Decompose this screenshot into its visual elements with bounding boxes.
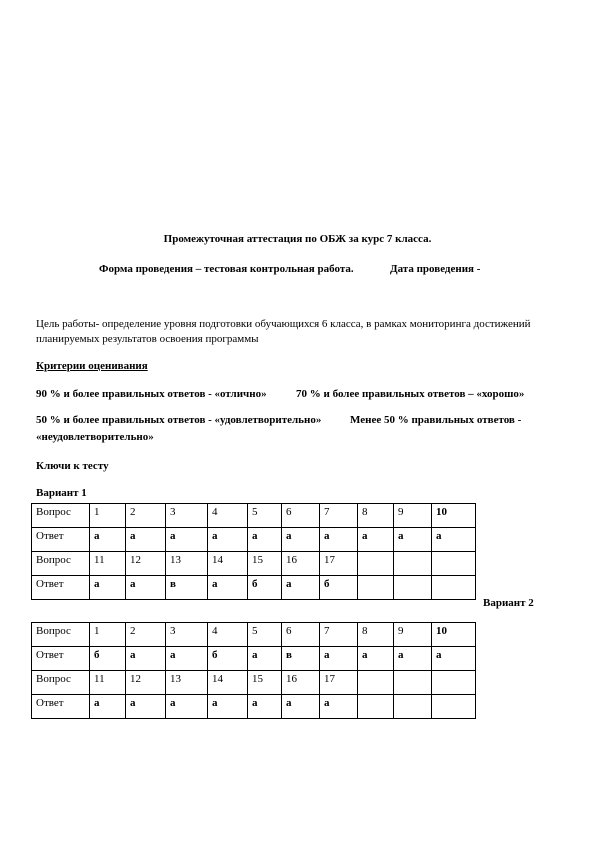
question-number-cell: 2 bbox=[126, 623, 166, 647]
question-number-cell: 3 bbox=[166, 623, 208, 647]
criterion-satisfactory: 50 % и более правильных ответов - «удовлетворительно» bbox=[36, 414, 322, 426]
criterion-good: 70 % и более правильных ответов – «хорошо» bbox=[296, 388, 525, 400]
answer-cell: а bbox=[358, 528, 394, 552]
answer-cell: а bbox=[282, 576, 320, 600]
criteria-heading: Критерии оценивания bbox=[36, 360, 148, 372]
answer-cell: в bbox=[166, 576, 208, 600]
answer-cell: б bbox=[90, 647, 126, 671]
form-line: Форма проведения – тестовая контрольная работа. bbox=[99, 263, 354, 275]
table-row bbox=[32, 528, 476, 552]
question-number-cell: 12 bbox=[126, 671, 166, 695]
question-number-cell: 6 bbox=[282, 504, 320, 528]
answer-cell: а bbox=[394, 528, 432, 552]
question-number-cell: 5 bbox=[248, 623, 282, 647]
row-label: Ответ bbox=[32, 647, 90, 671]
question-number-cell: 9 bbox=[394, 623, 432, 647]
answer-cell: а bbox=[126, 695, 166, 719]
answer-cell: а bbox=[208, 576, 248, 600]
answer-cell: а bbox=[166, 647, 208, 671]
answer-key-table-variant-2 bbox=[31, 622, 476, 719]
question-number-cell: 8 bbox=[358, 504, 394, 528]
answer-cell: в bbox=[282, 647, 320, 671]
question-number-cell bbox=[394, 671, 432, 695]
answer-key-table-variant-1 bbox=[31, 503, 476, 600]
document-title: Промежуточная аттестация по ОБЖ за курс 7 класса. bbox=[163, 233, 432, 245]
answer-cell: а bbox=[126, 647, 166, 671]
answer-cell bbox=[394, 576, 432, 600]
question-number-cell: 16 bbox=[282, 671, 320, 695]
question-number-cell: 11 bbox=[90, 671, 126, 695]
answer-cell: а bbox=[126, 576, 166, 600]
question-number-cell: 15 bbox=[248, 552, 282, 576]
answer-cell: а bbox=[166, 528, 208, 552]
table-row bbox=[32, 552, 476, 576]
answer-cell: а bbox=[320, 695, 358, 719]
question-number-cell: 17 bbox=[320, 671, 358, 695]
question-number-cell: 15 bbox=[248, 671, 282, 695]
row-label: Вопрос bbox=[32, 552, 90, 576]
variant-1-label: Вариант 1 bbox=[36, 487, 87, 499]
question-number-cell: 4 bbox=[208, 623, 248, 647]
table-row bbox=[32, 576, 476, 600]
answer-cell: а bbox=[320, 647, 358, 671]
answer-cell: а bbox=[126, 528, 166, 552]
question-number-cell bbox=[394, 552, 432, 576]
answer-cell: а bbox=[432, 647, 476, 671]
answer-cell: а bbox=[208, 528, 248, 552]
answer-cell: а bbox=[320, 528, 358, 552]
answer-cell: б bbox=[248, 576, 282, 600]
table-row bbox=[32, 671, 476, 695]
criterion-unsatisfactory-cont: «неудовлетворительно» bbox=[36, 431, 154, 443]
answer-cell: а bbox=[358, 647, 394, 671]
question-number-cell: 13 bbox=[166, 671, 208, 695]
question-number-cell: 4 bbox=[208, 504, 248, 528]
table-row bbox=[32, 695, 476, 719]
answer-cell: а bbox=[166, 695, 208, 719]
row-label: Вопрос bbox=[32, 671, 90, 695]
keys-heading: Ключи к тесту bbox=[36, 460, 109, 472]
question-number-cell: 1 bbox=[90, 623, 126, 647]
answer-cell: а bbox=[248, 695, 282, 719]
answer-cell: а bbox=[394, 647, 432, 671]
question-number-cell: 5 bbox=[248, 504, 282, 528]
row-label: Ответ bbox=[32, 576, 90, 600]
answer-cell bbox=[358, 576, 394, 600]
row-label: Вопрос bbox=[32, 504, 90, 528]
question-number-cell: 6 bbox=[282, 623, 320, 647]
goal-paragraph: Цель работы- определение уровня подготовки обучающихся 6 класса, в рамках мониторинга достижений планируемых результатов освоения программы bbox=[36, 318, 531, 345]
row-label: Вопрос bbox=[32, 623, 90, 647]
row-label: Ответ bbox=[32, 695, 90, 719]
question-number-cell bbox=[358, 552, 394, 576]
answer-cell: а bbox=[432, 528, 476, 552]
question-number-cell: 17 bbox=[320, 552, 358, 576]
question-number-cell bbox=[432, 671, 476, 695]
answer-cell: б bbox=[320, 576, 358, 600]
table-row bbox=[32, 647, 476, 671]
question-number-cell: 8 bbox=[358, 623, 394, 647]
answer-cell: а bbox=[248, 647, 282, 671]
question-number-cell: 14 bbox=[208, 552, 248, 576]
answer-cell bbox=[432, 695, 476, 719]
variant-2-label: Вариант 2 bbox=[483, 597, 534, 609]
answer-cell bbox=[394, 695, 432, 719]
question-number-cell: 7 bbox=[320, 504, 358, 528]
answer-cell: а bbox=[90, 695, 126, 719]
answer-cell bbox=[358, 695, 394, 719]
question-number-cell: 1 bbox=[90, 504, 126, 528]
question-number-cell: 16 bbox=[282, 552, 320, 576]
question-number-cell: 9 bbox=[394, 504, 432, 528]
row-label: Ответ bbox=[32, 528, 90, 552]
question-number-cell: 10 bbox=[432, 623, 476, 647]
question-number-cell bbox=[358, 671, 394, 695]
table-row bbox=[32, 623, 476, 647]
question-number-cell: 3 bbox=[166, 504, 208, 528]
answer-cell: а bbox=[248, 528, 282, 552]
answer-cell: б bbox=[208, 647, 248, 671]
question-number-cell: 14 bbox=[208, 671, 248, 695]
answer-cell: а bbox=[282, 528, 320, 552]
table-row bbox=[32, 504, 476, 528]
question-number-cell bbox=[432, 552, 476, 576]
question-number-cell: 13 bbox=[166, 552, 208, 576]
criterion-excellent: 90 % и более правильных ответов - «отлично» bbox=[36, 388, 267, 400]
answer-cell: а bbox=[208, 695, 248, 719]
question-number-cell: 10 bbox=[432, 504, 476, 528]
question-number-cell: 12 bbox=[126, 552, 166, 576]
answer-cell bbox=[432, 576, 476, 600]
question-number-cell: 2 bbox=[126, 504, 166, 528]
answer-cell: а bbox=[282, 695, 320, 719]
criterion-unsatisfactory: Менее 50 % правильных ответов - bbox=[350, 414, 522, 426]
answer-cell: а bbox=[90, 576, 126, 600]
date-line: Дата проведения - bbox=[390, 263, 481, 275]
question-number-cell: 11 bbox=[90, 552, 126, 576]
question-number-cell: 7 bbox=[320, 623, 358, 647]
answer-cell: а bbox=[90, 528, 126, 552]
